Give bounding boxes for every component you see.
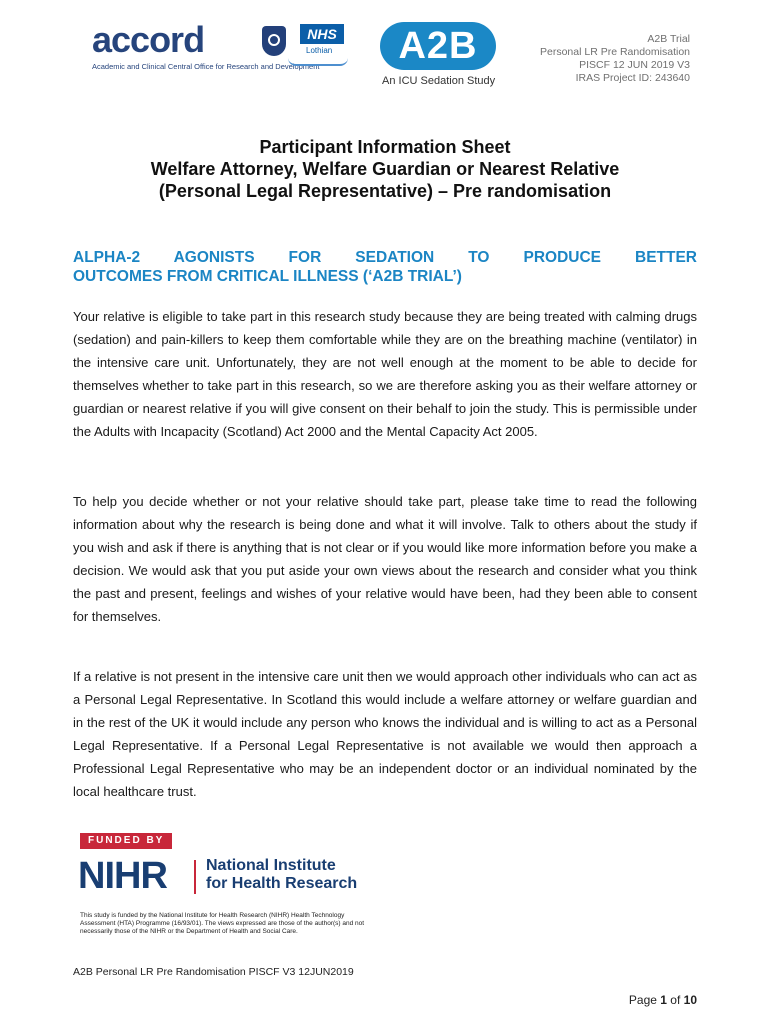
- nihr-name-line: National Institute: [206, 857, 336, 874]
- nihr-divider: [194, 860, 196, 894]
- study-heading: [73, 248, 697, 286]
- meta-line: A2B Trial: [647, 33, 690, 45]
- document-meta: [540, 33, 690, 85]
- nihr-logo-wordmark: NIHR: [78, 855, 167, 897]
- accord-logo-wordmark: accord: [92, 19, 205, 60]
- heading-line: ALPHA-2 AGONISTS FOR SEDATION TO PRODUCE BETTER: [73, 249, 697, 266]
- meta-line: IRAS Project ID: 243640: [575, 72, 690, 84]
- page-number: [629, 993, 697, 1007]
- a2b-logo-badge: [380, 22, 496, 70]
- nhs-logo: NHS: [300, 24, 344, 44]
- nihr-name-line: for Health Research: [206, 875, 358, 892]
- footer-document-id: A2B Personal LR Pre Randomisation PISCF V3 12JUN2019: [73, 966, 354, 978]
- title-line: Participant Information Sheet: [259, 137, 511, 157]
- accord-logo-subtitle: Academic and Clinical Central Office for Research and Development: [92, 62, 320, 71]
- page-mid: of: [666, 993, 684, 1007]
- title-line: (Personal Legal Representative) – Pre randomisation: [158, 181, 612, 201]
- page-title: [0, 136, 770, 202]
- meta-line: Personal LR Pre Randomisation: [540, 46, 690, 58]
- nhs-wave-icon: [288, 58, 348, 66]
- university-crest-icon: [262, 26, 286, 56]
- meta-line: PISCF 12 JUN 2019 V3: [579, 59, 690, 71]
- funding-disclaimer: This study is funded by the National Institute for Health Research (NIHR) Health Technology Assessment (HTA) Programme (16/93/01). The views expressed are those of the author(s) and not necessarily those of the NIHR or the Department of Health and Social Care.: [80, 912, 365, 935]
- nhs-region: Lothian: [306, 46, 333, 55]
- title-line: Welfare Attorney, Welfare Guardian or Nearest Relative: [150, 159, 620, 179]
- page-prefix: Page: [628, 993, 661, 1007]
- a2b-logo-tagline: An ICU Sedation Study: [382, 75, 496, 87]
- paragraph-representative: If a relative is not present in the intensive care unit then we would approach other individuals who can act as a Personal Legal Representative. In Scotland this would include a welfare attorney or welfare guardian and in the rest of the UK it would include any person who knows the individual and is willing to act as a Personal Legal Representative. If a Personal Legal Representative is not available we would then approach a Professional Legal Representative who may be an independent doctor or an individual nominated by the local healthcare trust.: [73, 669, 697, 800]
- accord-logo: [84, 12, 354, 84]
- funded-by-badge: FUNDED BY: [80, 833, 172, 849]
- a2b-logo: [378, 20, 500, 92]
- a2b-logo-text: A2B: [398, 25, 478, 67]
- nihr-organisation-name: [206, 857, 357, 893]
- paragraph-eligibility: Your relative is eligible to take part in this research study because they are being treated with calming drugs (sedation) and pain-killers to keep them comfortable while they are on the breathing machine (ventilator) in the intensive care unit. Unfortunately, they are not well enough at the moment to be able to decide for themselves whether to take part in this research, so we are therefore asking you as their welfare attorney or guardian or nearest relative if you will give consent on their behalf to join the study. This is permissible under the Adults with Incapacity (Scotland) Act 2000 and the Mental Capacity Act 2005.: [73, 309, 697, 440]
- page-total: 10: [683, 993, 697, 1007]
- heading-line: OUTCOMES FROM CRITICAL ILLNESS (‘A2B TRIAL’): [73, 268, 462, 285]
- page-current: 1: [660, 993, 667, 1007]
- paragraph-decision: To help you decide whether or not your relative should take part, please take time to read the following information about why the research is being done and what it will involve. Talk to others about the study if you wish and ask if there is anything that is not clear or if you would like more information before you make a decision. We would ask that you put aside your own views about the research and consider what you think the past and present, feelings and wishes of your relative would have been, had they been able to consent for themselves.: [73, 494, 697, 625]
